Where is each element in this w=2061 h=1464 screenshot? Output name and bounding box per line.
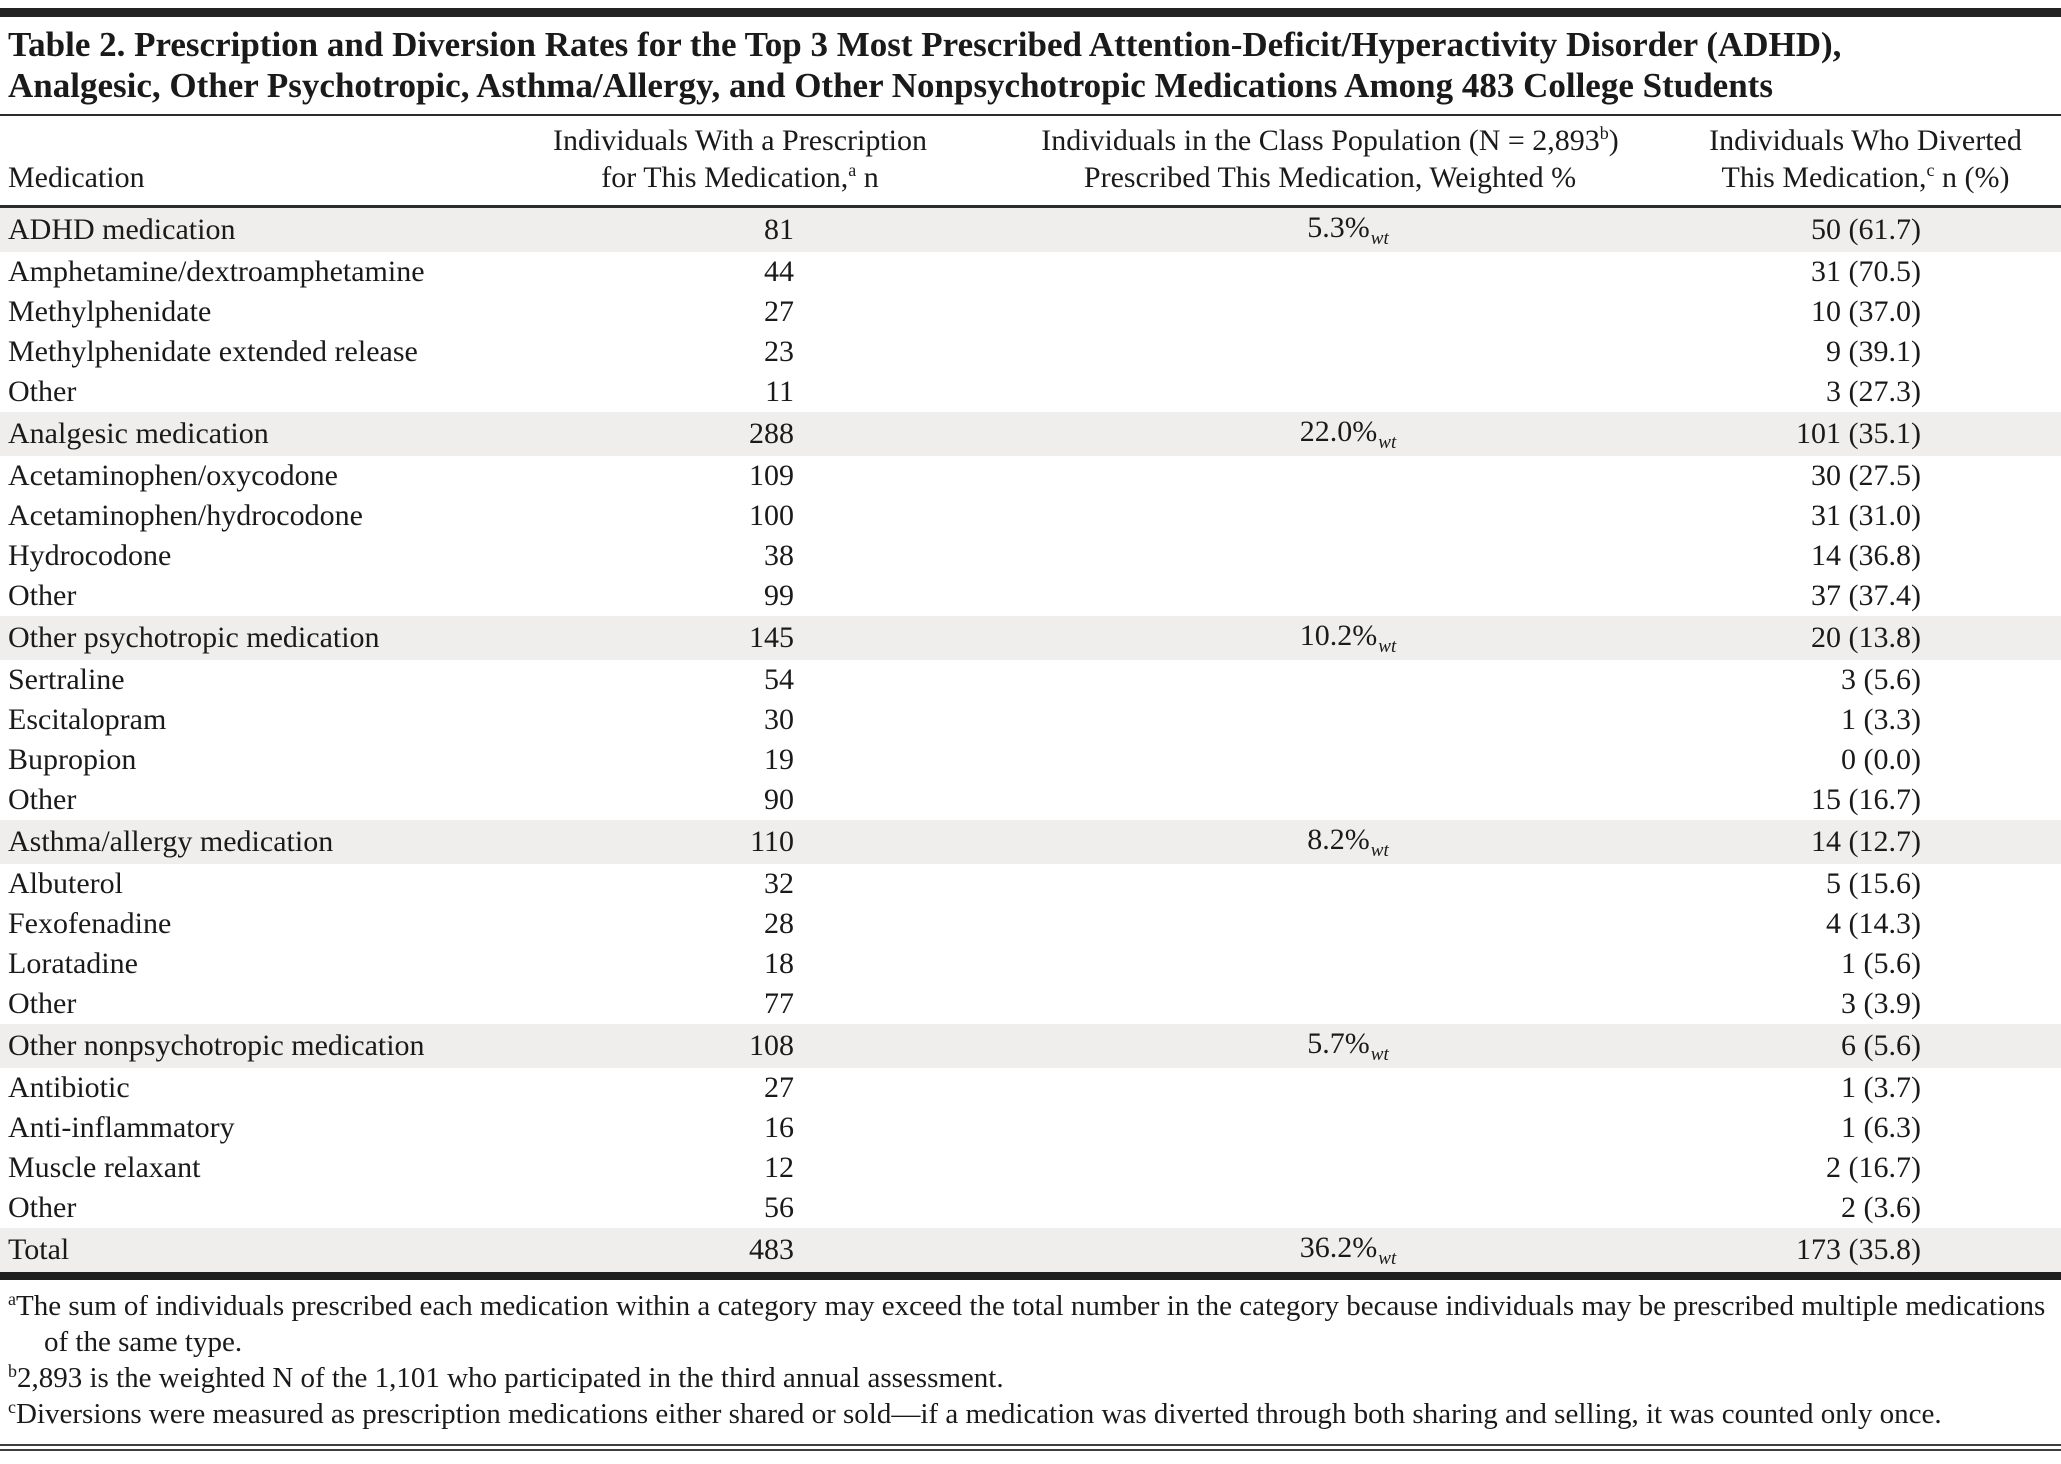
diverted-n-pct-value: 10 (37.0) xyxy=(1811,295,1921,328)
medication-label: Muscle relaxant xyxy=(8,1151,201,1184)
weighted-pct-value: 36.2% xyxy=(1299,1230,1378,1264)
table-row xyxy=(0,984,2061,1024)
table-row xyxy=(0,660,2061,700)
medication-label: Hydrocodone xyxy=(8,539,172,572)
medication-label: Escitalopram xyxy=(8,703,167,736)
weighted-pct-subscript: wt xyxy=(1370,839,1389,861)
weighted-pct-value: 8.2% xyxy=(1307,822,1370,856)
weighted-pct-subscript xyxy=(1348,310,1349,331)
prescription-n-value: 38 xyxy=(764,539,794,572)
table-row xyxy=(0,576,2061,616)
prescription-n-value: 28 xyxy=(764,907,794,940)
footnote-marker: c xyxy=(8,1397,16,1417)
prescription-n-value: 32 xyxy=(764,867,794,900)
prescription-n-value: 110 xyxy=(750,825,794,858)
diverted-n-pct-value: 9 (39.1) xyxy=(1826,335,1921,368)
diverted-n-pct-value: 30 (27.5) xyxy=(1811,459,1921,492)
weighted-pct-subscript: wt xyxy=(1378,635,1397,657)
col-header-text: n (%) xyxy=(1934,161,2010,194)
table-row xyxy=(0,1228,2061,1272)
table-row xyxy=(0,1108,2061,1148)
diverted-n-pct-value: 0 (0.0) xyxy=(1841,743,1921,776)
table-row xyxy=(0,372,2061,412)
weighted-pct-subscript xyxy=(1348,350,1349,371)
table-row xyxy=(0,252,2061,292)
weighted-pct-subscript xyxy=(1348,1206,1349,1227)
table-row xyxy=(0,944,2061,984)
table-row xyxy=(0,1024,2061,1068)
table-row xyxy=(0,496,2061,536)
weighted-pct-subscript xyxy=(1348,514,1349,535)
diverted-n-pct-value: 15 (16.7) xyxy=(1811,783,1921,816)
table-row xyxy=(0,1148,2061,1188)
footnote-marker: a xyxy=(8,1289,16,1309)
medication-label: ADHD medication xyxy=(8,213,236,246)
col-header-text: n xyxy=(856,161,879,194)
weighted-pct-subscript xyxy=(1348,922,1349,943)
weighted-pct-subscript xyxy=(1348,390,1349,411)
footnote-text: Diversions were measured as prescription medications either shared or sold—if a medication was diverted through both sharing and selling, it was counted only once. xyxy=(16,1398,1942,1430)
diverted-n-pct-value: 37 (37.4) xyxy=(1811,579,1921,612)
table-row xyxy=(0,292,2061,332)
prescription-n-value: 11 xyxy=(765,375,794,408)
col-header-class-population xyxy=(990,116,1670,207)
footnote xyxy=(8,1396,2053,1432)
footnotes xyxy=(0,1280,2061,1432)
top-rule xyxy=(0,8,2061,17)
diverted-n-pct-value: 1 (3.7) xyxy=(1841,1071,1921,1104)
table-row xyxy=(0,456,2061,496)
diverted-n-pct-value: 14 (36.8) xyxy=(1811,539,1921,572)
table-row xyxy=(0,864,2061,904)
medication-label: Asthma/allergy medication xyxy=(8,825,334,858)
total-bottom-rule xyxy=(0,1272,2061,1280)
col-header-class-population-line1 xyxy=(990,122,1670,159)
col-header-prescription-n xyxy=(490,116,990,207)
weighted-pct-subscript: wt xyxy=(1378,1247,1397,1269)
diverted-n-pct-value: 1 (6.3) xyxy=(1841,1111,1921,1144)
weighted-pct-subscript xyxy=(1348,474,1349,495)
col-header-diverted xyxy=(1670,116,2061,207)
weighted-pct-value: 5.3% xyxy=(1307,210,1370,244)
prescription-n-value: 288 xyxy=(749,417,794,450)
weighted-pct-subscript xyxy=(1348,270,1349,291)
medication-label: Antibiotic xyxy=(8,1071,130,1104)
table-row xyxy=(0,1068,2061,1108)
weighted-pct-subscript xyxy=(1348,882,1349,903)
prescription-n-value: 81 xyxy=(764,213,794,246)
medication-label: Other xyxy=(8,987,77,1020)
medication-label: Bupropion xyxy=(8,743,137,776)
col-header-prescription-n-line1: Individuals With a Prescription xyxy=(552,124,928,157)
weighted-pct-subscript xyxy=(1348,962,1349,983)
medication-label: Total xyxy=(8,1233,70,1266)
medication-label: Sertraline xyxy=(8,663,125,696)
diverted-n-pct-value: 2 (3.6) xyxy=(1841,1191,1921,1224)
table-row xyxy=(0,904,2061,944)
prescription-n-value: 77 xyxy=(764,987,794,1020)
prescription-n-value: 27 xyxy=(764,295,794,328)
footnote xyxy=(8,1360,2053,1396)
table-row xyxy=(0,332,2061,372)
table-row xyxy=(0,536,2061,576)
prescription-n-value: 483 xyxy=(749,1233,794,1266)
diverted-n-pct-value: 50 (61.7) xyxy=(1811,213,1921,246)
weighted-pct-subscript xyxy=(1348,758,1349,779)
medication-label: Other xyxy=(8,375,77,408)
weighted-pct-subscript: wt xyxy=(1370,227,1389,249)
weighted-pct-subscript xyxy=(1348,1086,1349,1107)
data-table xyxy=(0,116,2061,1272)
prescription-n-value: 145 xyxy=(749,621,794,654)
weighted-pct-value: 10.2% xyxy=(1299,618,1378,652)
weighted-pct-subscript xyxy=(1348,1002,1349,1023)
medication-label: Analgesic medication xyxy=(8,417,269,450)
weighted-pct-subscript xyxy=(1348,554,1349,575)
prescription-n-value: 16 xyxy=(764,1111,794,1144)
prescription-n-value: 27 xyxy=(764,1071,794,1104)
prescription-n-value: 19 xyxy=(764,743,794,776)
medication-label: Other psychotropic medication xyxy=(8,621,380,654)
table-row xyxy=(0,1188,2061,1228)
footnote-ref-c: c xyxy=(1926,160,1935,180)
prescription-n-value: 100 xyxy=(749,499,794,532)
prescription-n-value: 108 xyxy=(749,1029,794,1062)
medication-label: Other xyxy=(8,1191,77,1224)
header-row xyxy=(0,116,2061,207)
medication-label: Albuterol xyxy=(8,867,123,900)
prescription-n-value: 44 xyxy=(764,255,794,288)
table-row xyxy=(0,820,2061,864)
table-row xyxy=(0,207,2061,253)
diverted-n-pct-value: 3 (3.9) xyxy=(1841,987,1921,1020)
prescription-n-value: 99 xyxy=(764,579,794,612)
col-header-text: ) xyxy=(1608,124,1619,157)
col-header-prescription-n-line2 xyxy=(490,159,990,196)
table-row xyxy=(0,740,2061,780)
weighted-pct-subscript xyxy=(1348,594,1349,615)
diverted-n-pct-value: 1 (5.6) xyxy=(1841,947,1921,980)
diverted-n-pct-value: 20 (13.8) xyxy=(1811,621,1921,654)
footnote-ref-a: a xyxy=(848,160,857,180)
diverted-n-pct-value: 4 (14.3) xyxy=(1826,907,1921,940)
medication-label: Acetaminophen/oxycodone xyxy=(8,459,338,492)
prescription-n-value: 12 xyxy=(764,1151,794,1184)
bottom-double-rule xyxy=(0,1444,2061,1451)
medication-label: Anti-inflammatory xyxy=(8,1111,235,1144)
col-header-diverted-line2 xyxy=(1670,159,2061,196)
prescription-n-value: 23 xyxy=(764,335,794,368)
footnote-marker: b xyxy=(8,1361,17,1381)
table-row xyxy=(0,780,2061,820)
weighted-pct-value: 5.7% xyxy=(1307,1026,1370,1060)
weighted-pct-subscript: wt xyxy=(1370,1043,1389,1065)
weighted-pct-subscript xyxy=(1348,1126,1349,1147)
col-header-diverted-line1: Individuals Who Diverted xyxy=(1709,124,2022,157)
col-header-medication: Medication xyxy=(8,161,145,194)
weighted-pct-subscript xyxy=(1348,678,1349,699)
diverted-n-pct-value: 6 (5.6) xyxy=(1841,1029,1921,1062)
prescription-n-value: 30 xyxy=(764,703,794,736)
weighted-pct-subscript xyxy=(1348,1166,1349,1187)
footnote-text: 2,893 is the weighted N of the 1,101 who participated in the third annual assessment. xyxy=(17,1362,1004,1394)
diverted-n-pct-value: 1 (3.3) xyxy=(1841,703,1921,736)
weighted-pct-value: 22.0% xyxy=(1299,414,1378,448)
prescription-n-value: 18 xyxy=(764,947,794,980)
diverted-n-pct-value: 5 (15.6) xyxy=(1826,867,1921,900)
weighted-pct-subscript xyxy=(1348,718,1349,739)
col-header-text: This Medication, xyxy=(1721,161,1927,194)
table-row xyxy=(0,412,2061,456)
prescription-n-value: 90 xyxy=(764,783,794,816)
diverted-n-pct-value: 3 (27.3) xyxy=(1826,375,1921,408)
col-header-text: Individuals in the Class Population (N = 2,893 xyxy=(1041,124,1600,157)
medication-label: Other nonpsychotropic medication xyxy=(8,1029,425,1062)
medication-label: Methylphenidate extended release xyxy=(8,335,418,368)
medication-label: Methylphenidate xyxy=(8,295,212,328)
medication-label: Amphetamine/dextroamphetamine xyxy=(8,255,425,288)
prescription-n-value: 56 xyxy=(764,1191,794,1224)
weighted-pct-subscript: wt xyxy=(1378,431,1397,453)
table-row xyxy=(0,700,2061,740)
table-title-line1: Table 2. Prescription and Diversion Rates for the Top 3 Most Prescribed Attention-Deficit/Hyperactivity Disorder (ADHD), xyxy=(8,25,1842,64)
medication-label: Other xyxy=(8,579,77,612)
medication-label: Fexofenadine xyxy=(8,907,172,940)
footnote-ref-b: b xyxy=(1599,123,1609,143)
prescription-n-value: 54 xyxy=(764,663,794,696)
table-title-line2: Analgesic, Other Psychotropic, Asthma/Allergy, and Other Nonpsychotropic Medications Among 483 College Students xyxy=(8,66,1773,105)
col-header-class-population-line2: Prescribed This Medication, Weighted % xyxy=(1083,161,1577,194)
prescription-n-value: 109 xyxy=(749,459,794,492)
diverted-n-pct-value: 101 (35.1) xyxy=(1796,417,1921,450)
table-row xyxy=(0,616,2061,660)
diverted-n-pct-value: 31 (70.5) xyxy=(1811,255,1921,288)
diverted-n-pct-value: 31 (31.0) xyxy=(1811,499,1921,532)
table-body xyxy=(0,207,2061,1273)
footnote xyxy=(8,1288,2053,1360)
diverted-n-pct-value: 3 (5.6) xyxy=(1841,663,1921,696)
diverted-n-pct-value: 173 (35.8) xyxy=(1796,1233,1921,1266)
col-header-text: for This Medication, xyxy=(601,161,849,194)
table-title xyxy=(0,17,2061,114)
medication-label: Loratadine xyxy=(8,947,138,980)
diverted-n-pct-value: 14 (12.7) xyxy=(1811,825,1921,858)
footnote-text: The sum of individuals prescribed each medication within a category may exceed the total number in the category because individuals may be prescribed multiple medications of the same type. xyxy=(16,1290,2046,1358)
medication-label: Other xyxy=(8,783,77,816)
medication-label: Acetaminophen/hydrocodone xyxy=(8,499,363,532)
diverted-n-pct-value: 2 (16.7) xyxy=(1826,1151,1921,1184)
weighted-pct-subscript xyxy=(1348,798,1349,819)
